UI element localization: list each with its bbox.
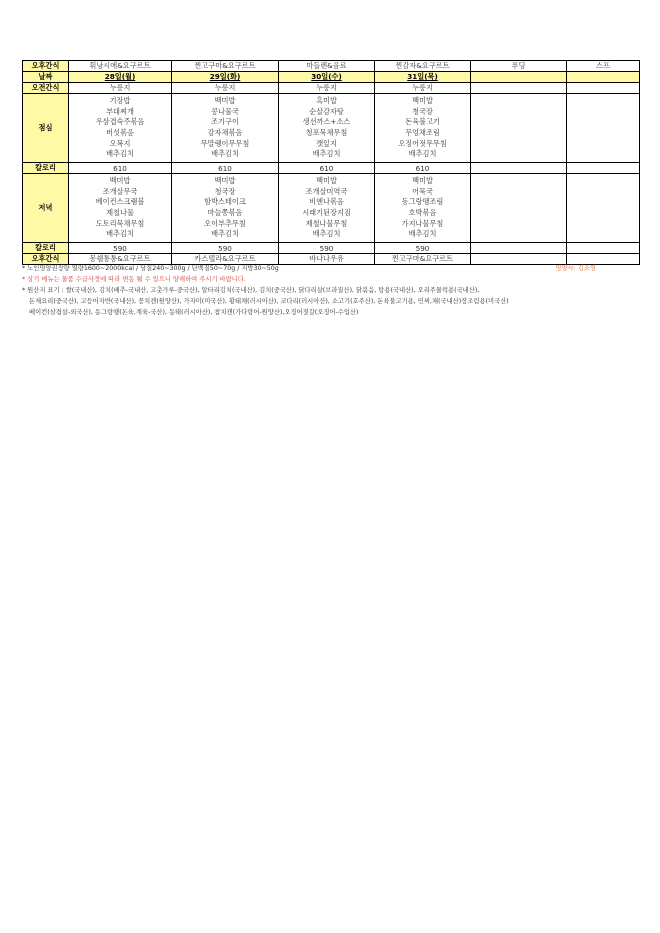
dinner-calorie-row: [23, 243, 640, 254]
afternoon-snack-row-top: [23, 61, 640, 72]
footnotes: [22, 263, 642, 318]
calorie-cell: 590: [69, 243, 172, 254]
dish: 기장밥: [109, 96, 131, 106]
dish: 조개살무국: [102, 186, 138, 196]
lunch-day-cell: [567, 94, 640, 163]
menu-cell: [471, 83, 567, 94]
date-header: 31일(목): [375, 72, 471, 83]
calorie-cell: 590: [172, 243, 279, 254]
calorie-cell: 610: [172, 163, 279, 174]
dish: 청국장: [214, 186, 236, 196]
dish: 콩나물국: [211, 106, 239, 116]
dish: 베이컨스크램블: [95, 197, 145, 207]
row-label: 오후간식: [23, 61, 69, 72]
menu-cell: 마들렌&음료: [279, 61, 375, 72]
dietitian-signature: 영양사: 김소영: [555, 265, 596, 272]
row-label: 오후간식: [23, 254, 69, 265]
dish: 백미밥: [214, 176, 236, 186]
dish: 제철나물: [106, 208, 134, 217]
dish: 무엉채조림: [405, 128, 440, 137]
lunch-calorie-row: [23, 163, 640, 174]
dish: 배추김치: [106, 149, 134, 159]
dinner-day-cell: [279, 174, 375, 243]
dish: 시래기된장지짐: [302, 208, 351, 217]
dish: 우삼겹숙주볶음: [95, 117, 145, 127]
dish: 백미밥: [109, 176, 131, 186]
dish: 배추김치: [312, 229, 341, 239]
dish: 조기구이: [211, 117, 239, 127]
dinner-day-cell: [69, 174, 172, 243]
dish: 깻잎지: [316, 138, 337, 148]
weekly-menu-table: [22, 60, 640, 265]
menu-cell: 누룽지: [172, 83, 279, 94]
dish: 배추김치: [211, 149, 239, 159]
dish: 조개살미역국: [305, 186, 348, 196]
dish: 청국장: [412, 106, 433, 116]
lunch-day-cell: [375, 94, 471, 163]
dish: 배추김치: [312, 149, 341, 159]
lunch-day-cell: [172, 94, 279, 163]
menu-cell: [567, 83, 640, 94]
dish: 오징어젓무무침: [398, 138, 447, 148]
lunch-row: [23, 94, 640, 163]
menu-cell: 찐고구마&요구르트: [375, 254, 471, 265]
dish: 감자채볶음: [207, 128, 243, 137]
dish: 함박스테이크: [204, 197, 246, 207]
dish: 마늘쫑볶음: [207, 208, 243, 217]
dish: 배추김치: [408, 149, 437, 159]
menu-cell: 카스텔라&요구르트: [172, 254, 279, 265]
dish: 청포묵채무침: [305, 128, 348, 137]
dish: 버섯볶음: [106, 128, 134, 137]
row-label: 저녁: [23, 174, 69, 243]
lunch-day-cell: [279, 94, 375, 163]
dish: 제철나물무침: [305, 218, 348, 228]
menu-cell: 푸딩: [471, 61, 567, 72]
dinner-day-cell: [567, 174, 640, 243]
menu-cell: 찐감자&요구르트: [375, 61, 471, 72]
dish: 배추김치: [211, 229, 239, 239]
date-header-row: [23, 72, 640, 83]
origin-note-line-2: 돈제요리(중국산), 고등어자반(국내산), 꽁치캔(원양산), 가자미(미국산), 황태채(러시아산), 코다리(러시아산), 소고기(호주산), 돈육불고기용, 민찌,채(국내산)장조림용(미국산): [29, 298, 509, 305]
calorie-cell: [567, 243, 640, 254]
dish: 어묵국: [412, 186, 433, 196]
dish: 호박볶음: [408, 208, 437, 217]
row-label: 칼로리: [23, 243, 69, 254]
dish: 가지나물무침: [401, 218, 444, 228]
menu-cell: 누룽지: [375, 83, 471, 94]
dish: 백미밥: [412, 176, 433, 186]
row-label: 점심: [23, 94, 69, 163]
menu-cell: 누룽지: [69, 83, 172, 94]
change-warning-note: * 상기 메뉴는 물품 수급사정에 따라 변동 될 수 있으니 양해하여 주시기 바랍니다.: [22, 276, 246, 283]
calorie-cell: 590: [375, 243, 471, 254]
dish: 백미밥: [316, 176, 337, 186]
dish: 백미밥: [412, 96, 433, 106]
menu-cell: 찐고구마&요구르트: [172, 61, 279, 72]
dish: 도토리묵채무침: [95, 218, 145, 228]
calorie-cell: 610: [279, 163, 375, 174]
calorie-cell: [471, 163, 567, 174]
dish: 비엔나볶음: [309, 197, 344, 207]
dish: 오이부추무침: [204, 218, 246, 228]
dinner-day-cell: [375, 174, 471, 243]
calorie-cell: 610: [69, 163, 172, 174]
lunch-day-cell: [69, 94, 172, 163]
calorie-cell: 610: [375, 163, 471, 174]
dinner-row: [23, 174, 640, 243]
dish: 부대찌개: [106, 106, 134, 116]
calorie-cell: 590: [279, 243, 375, 254]
date-header: 30일(수): [279, 72, 375, 83]
dish: 동그랑땡조림: [401, 197, 444, 207]
dish: 배추김치: [106, 229, 134, 239]
dish: 배추김치: [408, 229, 437, 239]
menu-cell: 누룽지: [279, 83, 375, 94]
calorie-cell: [567, 163, 640, 174]
menu-cell: 스프: [567, 61, 640, 72]
menu-cell: 휘낭시에&요구르트: [69, 61, 172, 72]
dish: 무말랭이무무침: [200, 138, 250, 148]
dish: 순살감자탕: [309, 106, 344, 116]
dinner-day-cell: [172, 174, 279, 243]
origin-note-line-1: * 원산지 표기 : 쌀(국내산), 김치(배추-국내산, 고춧가루-중국산), 알타리김치(국내산), 김치(중국산), 닭다리살(브라질산), 닭볶음, 탕용(국내산), 오리주물럭용(국내산),: [22, 287, 480, 294]
dish: 오복지: [109, 138, 131, 148]
date-header: 29일(화): [172, 72, 279, 83]
date-header: [471, 72, 567, 83]
dish: 돈육불고기: [405, 117, 440, 127]
row-label: 칼로리: [23, 163, 69, 174]
morning-snack-row: [23, 83, 640, 94]
origin-note-line-3: 베이컨(삼겹살-외국산), 동그랑땡(돈육,계육-국산), 동태(러시아산), 참치캔(가다랑어-원양산),오징어젓갈(오징어-수입산): [29, 309, 359, 316]
menu-cell: 바나나우유: [279, 254, 375, 265]
dish: 백미밥: [214, 96, 236, 106]
calorie-cell: [471, 243, 567, 254]
row-label: 오전간식: [23, 83, 69, 94]
menu-cell: 몽쉘통통&요구르트: [69, 254, 172, 265]
nutrition-note: * 노인영양권장량 열량1600~2000kcal / 당질240~300g / 단백질50~70g / 지방30~50g: [22, 265, 279, 272]
date-header: 28일(월): [69, 72, 172, 83]
dinner-day-cell: [471, 174, 567, 243]
dish: 흑미밥: [316, 96, 337, 106]
row-label: 날짜: [23, 72, 69, 83]
date-header: [567, 72, 640, 83]
lunch-day-cell: [471, 94, 567, 163]
dish: 생선까스+소스: [302, 117, 351, 127]
